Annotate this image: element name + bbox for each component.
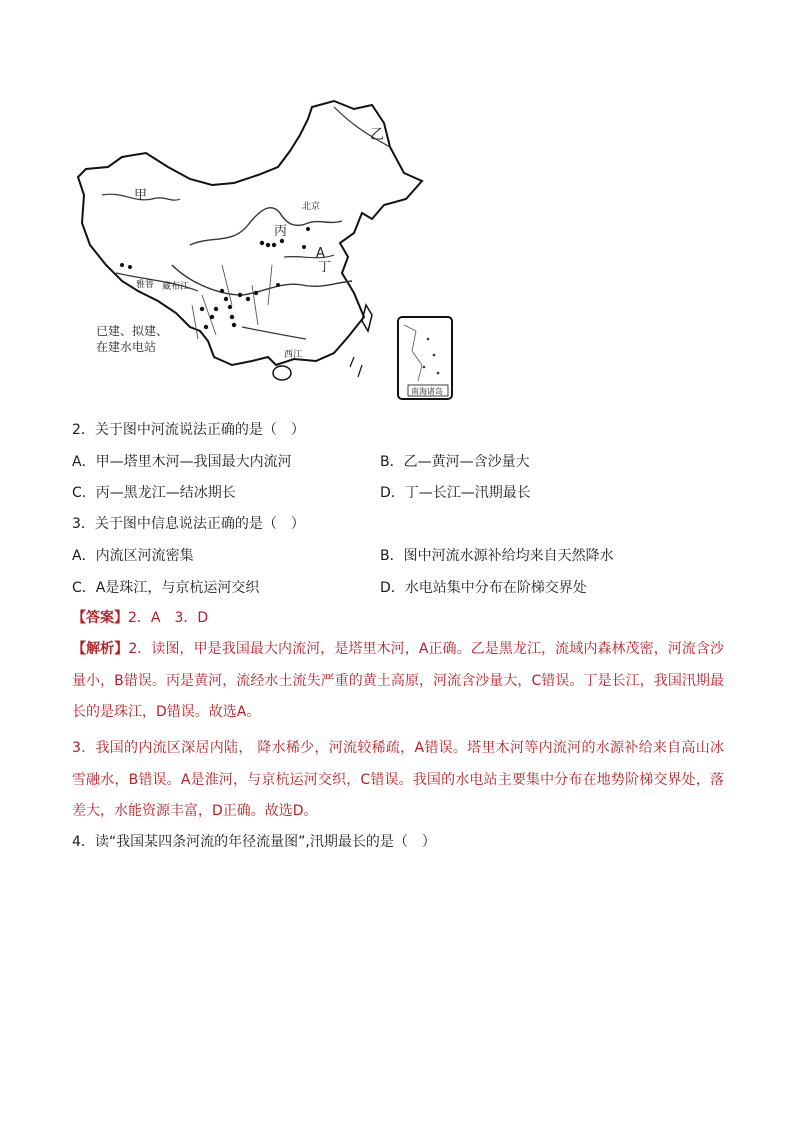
analysis-p1-text: 2．读图，甲是我国最大内流河，是塔里木河，A正确。乙是黑龙江，流域内森林茂密，河流含沙量小，B错误。丙是黄河，流经水土流失严重的黄土高原，河流含沙量大，C错误。丁是长江，我国汛期最长的是珠江，D错误。故选A。 bbox=[72, 641, 725, 720]
map-label-yalu: 雅鲁 bbox=[136, 280, 155, 290]
legend-line-2: 在建水电站 bbox=[96, 340, 157, 354]
hydropower-stations bbox=[120, 227, 310, 329]
answer-line bbox=[72, 608, 208, 628]
river-xijiang bbox=[242, 327, 306, 339]
q3-option-c[interactable]: C．A是珠江，与京杭运河交织 bbox=[72, 580, 260, 596]
map-label-zangbujiang: 藏布江 bbox=[162, 282, 190, 292]
hainan-island bbox=[273, 366, 291, 380]
map-label-xijiang: 西江 bbox=[284, 350, 303, 360]
river-yellow bbox=[190, 208, 342, 245]
q4-stem: 4．读“我国某四条河流的年径流量图”,汛期最长的是（ ） bbox=[72, 834, 436, 850]
river-huaihe bbox=[284, 255, 334, 258]
taiwan-island bbox=[362, 305, 372, 331]
analysis-paragraph-2: 3．我国的内流区深居内陆， 降水稀少，河流较稀疏，A错误。塔里木河等内流河的水源补给来自高山冰雪融水，B错误。A是淮河，与京杭运河交织，C错误。我国的水电站主要集中分布在地势阶梯交界处，落差大，水能资源丰富，D正确。故选D。 bbox=[72, 740, 724, 819]
q2-option-c[interactable]: C．丙—黑龙江—结冰期长 bbox=[72, 485, 236, 501]
q3-stem: 3．关于图中信息说法正确的是（ ） bbox=[72, 516, 305, 532]
map-label-bing: 丙 bbox=[274, 224, 288, 239]
q3-option-b[interactable]: B．图中河流水源补给均来自天然降水 bbox=[380, 548, 614, 564]
answer-text: 2．A 3．D bbox=[128, 610, 209, 626]
q2-option-d[interactable]: D．丁—长江—汛期最长 bbox=[380, 485, 531, 501]
south-sea-inset bbox=[398, 317, 452, 399]
answer-tag: 【答案】 bbox=[72, 610, 128, 626]
map-label-ding: 丁 bbox=[318, 260, 332, 275]
china-river-map bbox=[72, 95, 462, 405]
analysis-paragraph-1 bbox=[72, 634, 724, 729]
q2-stem: 2．关于图中河流说法正确的是（ ） bbox=[72, 422, 305, 438]
map-label-a: A bbox=[316, 246, 325, 261]
q3-option-a[interactable]: A．内流区河流密集 bbox=[72, 548, 194, 564]
q2-option-b[interactable]: B．乙—黄河—含沙量大 bbox=[380, 454, 530, 470]
analysis-tag: 【解析】 bbox=[72, 641, 129, 657]
map-label-yi: 乙 bbox=[370, 127, 384, 143]
coast-islets bbox=[350, 357, 362, 377]
q2-option-a[interactable]: A．甲—塔里木河—我国最大内流河 bbox=[72, 454, 292, 470]
q3-option-d[interactable]: D．水电站集中分布在阶梯交界处 bbox=[380, 580, 587, 596]
legend-line-1: 已建、拟建、 bbox=[96, 324, 169, 338]
map-label-beijing: 北京 bbox=[302, 202, 321, 212]
map-svg bbox=[72, 95, 462, 405]
map-label-jia: 甲 bbox=[134, 188, 148, 203]
south-sea-label: 南海诸岛 bbox=[411, 387, 443, 396]
